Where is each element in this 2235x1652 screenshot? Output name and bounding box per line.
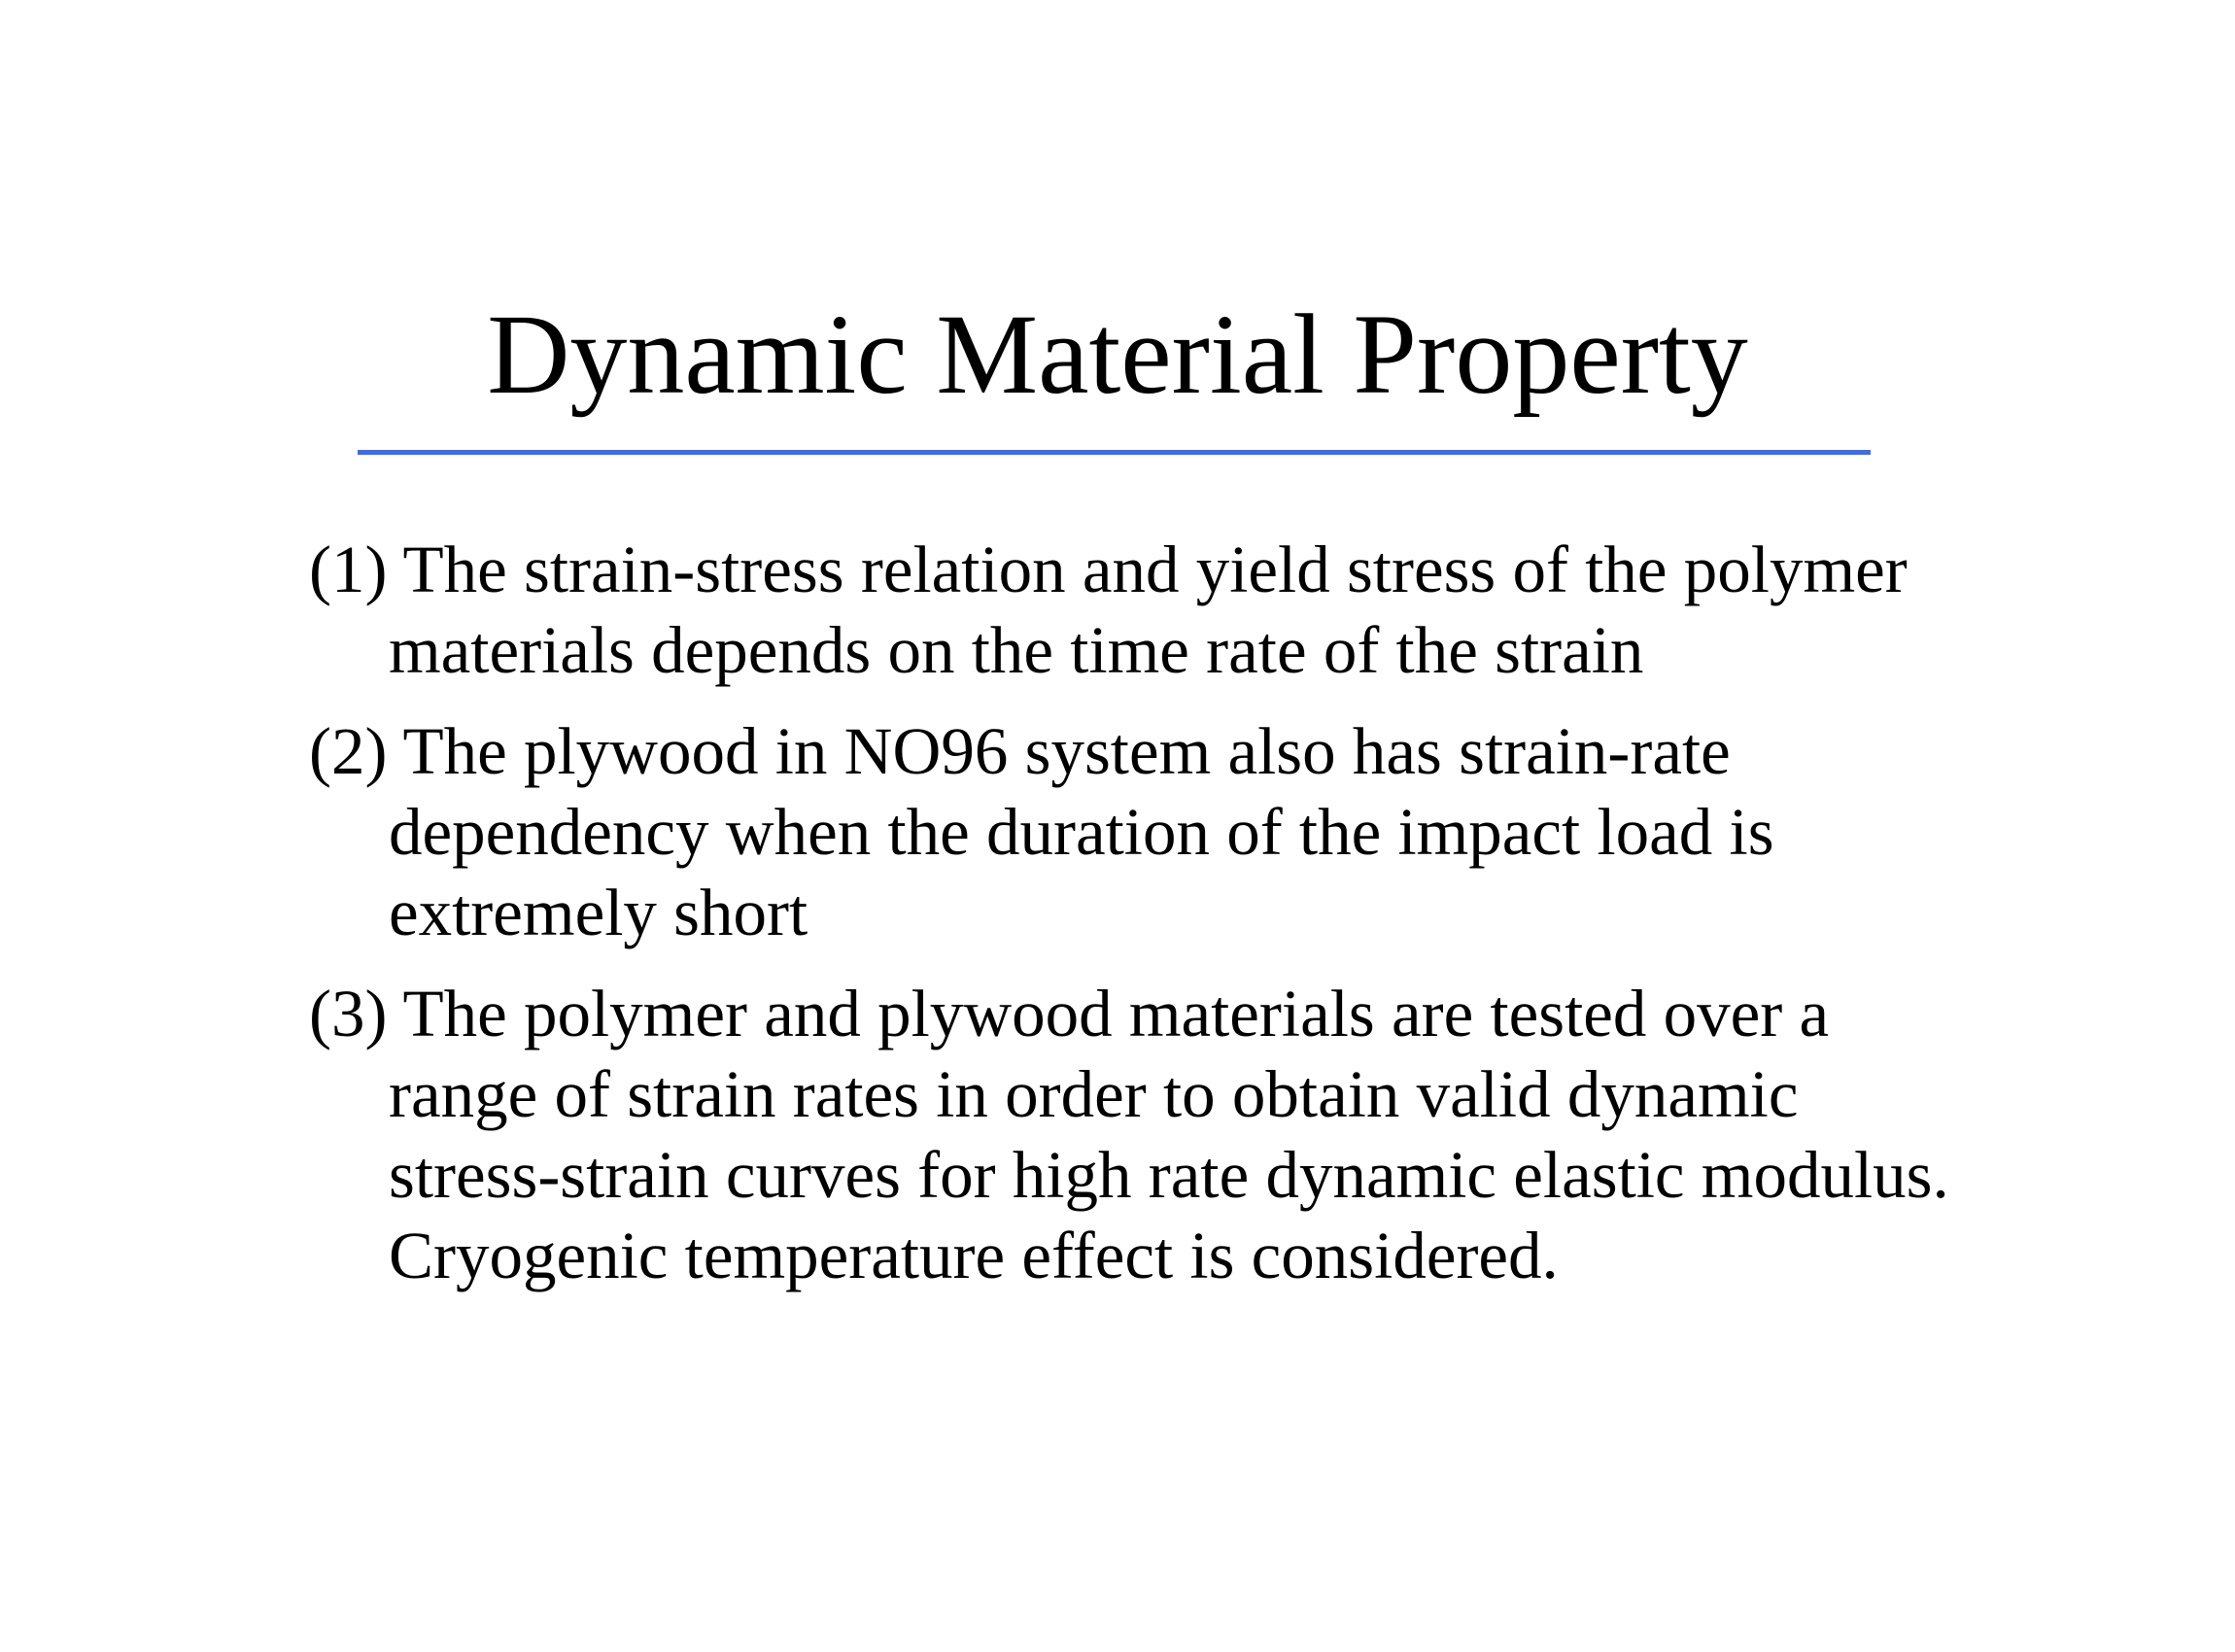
item-number: (3) bbox=[309, 977, 388, 1050]
item-text: The plywood in NO96 system also has strain-rate dependency when the duration of the impact load is extremely short bbox=[389, 714, 1774, 949]
list-item bbox=[309, 711, 1961, 953]
item-number: (2) bbox=[309, 714, 388, 788]
item-text: The polymer and plywood materials are tested over a range of strain rates in order to obtain valid dynamic stress-strain curves for high rate dynamic elastic modulus. Cryogenic temperature effect is considered. bbox=[389, 977, 1949, 1292]
item-text: The strain-stress relation and yield stress of the polymer materials depends on the time rate of the strain bbox=[389, 533, 1908, 687]
numbered-list bbox=[309, 530, 1961, 1296]
list-item bbox=[309, 530, 1961, 691]
title-underline bbox=[358, 450, 1871, 455]
slide-title: Dynamic Material Property bbox=[487, 291, 1748, 418]
item-number: (1) bbox=[309, 533, 388, 606]
list-item bbox=[309, 974, 1961, 1296]
